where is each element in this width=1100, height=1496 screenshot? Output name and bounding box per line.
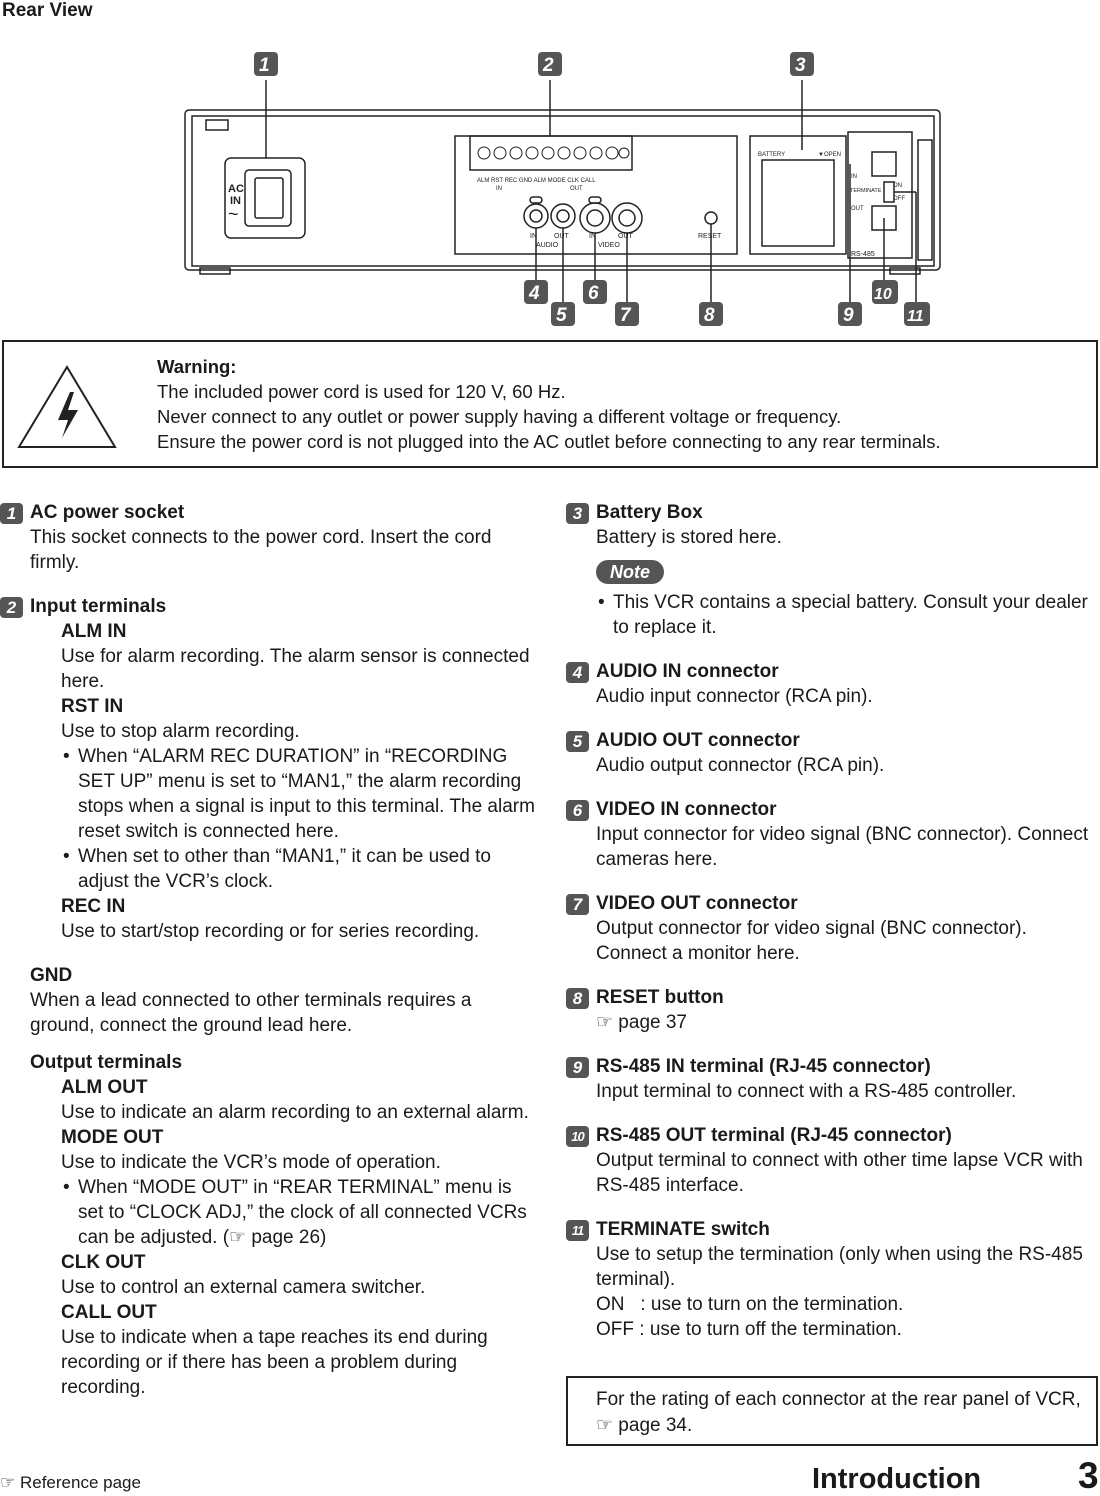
label-audio-out: OUT [554,233,569,240]
label-on: ON [893,183,902,189]
item-gnd [0,963,540,1038]
callout-6: 6 [588,283,599,304]
label-video-out: OUT [618,233,633,240]
sub-title: CLK OUT [61,1252,146,1273]
callout-3: 3 [795,55,806,76]
warning-box [2,340,1098,468]
sub-title: REC IN [61,896,126,917]
sub-title: MODE OUT [61,1127,164,1148]
item-text: Audio input connector (RCA pin). [596,686,873,707]
page-number: 3 [1078,1455,1099,1496]
bullet-item: • When “ALARM REC DURATION” in “RECORDING SET UP” menu is set to “MAN1,” the alarm recording stops when a signal is input to this terminal. The alarm reset switch is connected here. [61,744,540,844]
item-number: 7 [566,894,589,915]
label-rs485: RS-485 [851,251,875,258]
item-reset-button [566,985,1098,1035]
label-terminate: TERMINATE [850,188,882,194]
sub-alm-in [30,619,540,694]
item-number: 1 [0,503,23,524]
rating-reference-box: For the rating of each connector at the rear panel of VCR, ☞ page 34. [566,1376,1098,1446]
label-ac: AC [228,183,244,195]
item-number: 9 [566,1057,589,1078]
item-text: Output terminal to connect with other time lapse VCR with RS-485 interface. [596,1150,1083,1196]
sub-title: RST IN [61,696,124,717]
sub-rst-in [30,694,540,894]
callout-9: 9 [843,305,854,326]
gnd-text: When a lead connected to other terminals requires a ground, connect the ground lead here. [30,990,472,1036]
callout-2: 2 [543,55,554,76]
note-badge: Note [596,560,664,584]
item-title: RESET button [596,987,724,1008]
label-terminal-row: ALM RST REC GND ALM MODE CLK CALL [477,178,596,184]
sub-mode-out [30,1125,540,1250]
label-reset: RESET [698,233,722,240]
item-rs485-in [566,1054,1098,1104]
label-rs-out: OUT [851,206,864,212]
sub-call-out [30,1300,540,1400]
sub-text: Use to control an external camera switcher. [61,1277,426,1298]
item-number: 10 [566,1126,589,1147]
item-text: Output connector for video signal (BNC connector). Connect a monitor here. [596,918,1027,964]
page-reference: ☞ page 37 [596,1012,687,1033]
sub-title: CALL OUT [61,1302,157,1323]
item-text: Input terminal to connect with a RS-485 controller. [596,1081,1017,1102]
item-title: Input terminals [30,596,167,617]
item-text: This socket connects to the power cord. Insert the cord firmly. [30,527,492,573]
section-title: Introduction [812,1463,982,1495]
bullet-item: • When set to other than “MAN1,” it can be used to adjust the VCR’s clock. [61,844,540,894]
bullet-item: • When “MODE OUT” in “REAR TERMINAL” menu is set to “CLOCK ADJ,” the clock of all connected VCRs can be adjusted. (☞ page 26) [61,1175,540,1250]
item-title: AUDIO IN connector [596,661,779,682]
label-tilde: ~ [228,204,239,224]
item-title: TERMINATE switch [596,1219,770,1240]
item-title: VIDEO OUT connector [596,893,798,914]
warning-line-3: Ensure the power cord is not plugged into the AC outlet before connecting to any rear terminals. [157,431,941,452]
warning-text [157,354,941,454]
warning-line-2: Never connect to any outlet or power supply having a different voltage or frequency. [157,406,842,427]
terminate-on-text: ON : use to turn on the termination. [596,1294,904,1315]
item-audio-out [566,728,1098,778]
electric-hazard-icon [16,364,118,450]
sub-text: Use for alarm recording. The alarm sensor is connected here. [61,646,530,692]
callout-4: 4 [529,283,540,304]
item-title: AC power socket [30,502,185,523]
label-rs-in: IN [851,174,857,180]
sub-title: ALM OUT [61,1077,148,1098]
callout-5: 5 [556,305,567,326]
item-text: Audio output connector (RCA pin). [596,755,885,776]
item-number: 2 [0,597,23,618]
item-output-terminals [0,1050,540,1400]
item-input-terminals [0,594,540,944]
warning-line-1: The included power cord is used for 120 V, 60 Hz. [157,381,566,402]
gnd-title: GND [30,965,73,986]
label-audio-in: IN [530,233,537,240]
sub-rec-in [30,894,540,944]
rear-panel-diagram [0,40,1100,340]
sub-title: ALM IN [61,621,127,642]
item-terminate-switch [566,1217,1098,1342]
sub-text: Use to indicate when a tape reaches its end during recording or if there has been a problem during recording. [61,1327,488,1398]
right-column [566,500,1098,1361]
callout-8: 8 [704,305,715,326]
label-terminal-in: IN [496,186,502,192]
warning-title: Warning: [157,356,237,377]
item-number: 8 [566,988,589,1009]
callout-10: 10 [874,286,892,303]
item-text: Input connector for video signal (BNC connector). Connect cameras here. [596,824,1089,870]
label-video: VIDEO [598,242,620,249]
reference-page-legend: ☞ Reference page [0,1473,141,1492]
label-open: ▼OPEN [818,152,841,158]
sub-text: Use to indicate an alarm recording to an external alarm. [61,1102,529,1123]
sub-text: Use to start/stop recording or for series recording. [61,921,480,942]
item-ac-power-socket [0,500,540,575]
note-bullet: • This VCR contains a special battery. Consult your dealer to replace it. [596,590,1098,640]
callout-11: 11 [907,308,924,325]
item-number: 4 [566,662,589,683]
left-column [0,500,540,1419]
label-off: OFF [893,196,905,202]
item-number: 3 [566,503,589,524]
page-heading: Rear View [2,0,93,21]
label-audio: AUDIO [536,242,559,249]
item-title: VIDEO IN connector [596,799,777,820]
item-title: RS-485 OUT terminal (RJ-45 connector) [596,1125,952,1146]
item-number: 5 [566,731,589,752]
sub-clk-out [30,1250,540,1300]
sub-alm-out [30,1075,540,1125]
label-ac-in: IN [230,195,241,207]
item-number: 6 [566,800,589,821]
item-video-in [566,797,1098,872]
item-text: Battery is stored here. [596,527,782,548]
item-audio-in [566,659,1098,709]
label-battery: BATTERY [758,152,786,158]
sub-text: Use to indicate the VCR’s mode of operation. [61,1152,441,1173]
item-title: AUDIO OUT connector [596,730,800,751]
callout-7: 7 [620,305,631,326]
item-text: Use to setup the termination (only when using the RS-485 terminal). [596,1244,1083,1290]
output-title: Output terminals [30,1052,183,1073]
item-title: RS-485 IN terminal (RJ-45 connector) [596,1056,931,1077]
terminate-off-text: OFF : use to turn off the termination. [596,1319,902,1340]
label-video-in: IN [589,233,596,240]
item-title: Battery Box [596,502,703,523]
item-rs485-out [566,1123,1098,1198]
item-number: 11 [566,1220,589,1241]
item-battery-box [566,500,1098,640]
item-video-out [566,891,1098,966]
callout-1: 1 [259,55,270,76]
sub-text: Use to stop alarm recording. [61,721,300,742]
label-terminal-out: OUT [570,186,583,192]
